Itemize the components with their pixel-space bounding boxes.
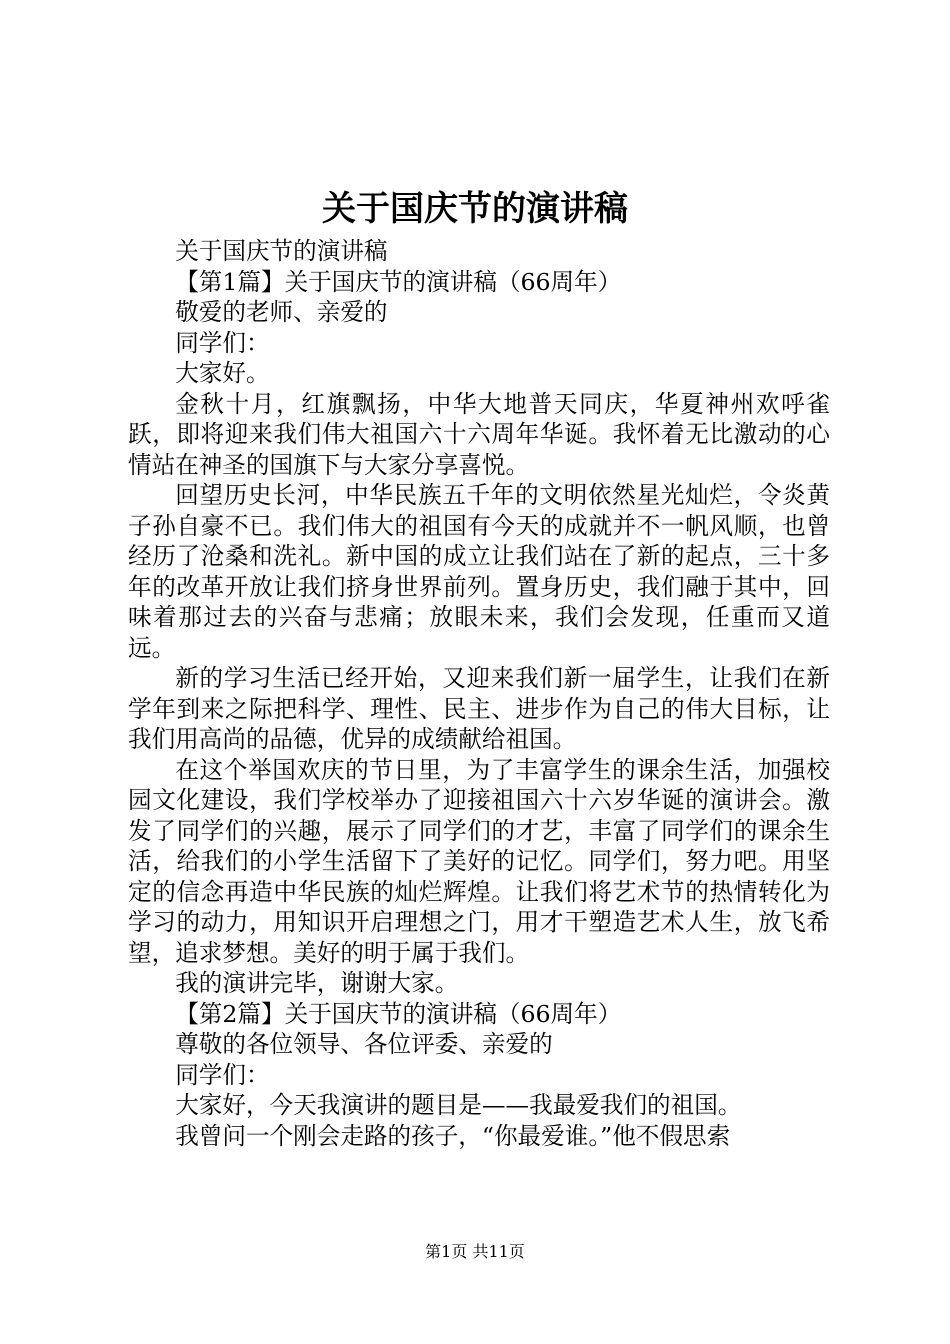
paragraph: 同学们： bbox=[175, 1060, 270, 1089]
document-title: 关于国庆节的演讲稿 bbox=[322, 189, 628, 229]
paragraph: 回望历史长河，中华民族五千年的文明依然星光灿烂，令炎黄子孙自豪不已。我们伟大的祖国有今天的成就并不一帆风顺，也曾经历了沧桑和洗礼。新中国的成立让我们站在了新的起点，三十多年的改革开放让我们挤身世界前列。置身历史，我们融于其中，回味着那过去的兴奋与悲痛；放眼未来，我们会发现，任重而又道远。 bbox=[128, 481, 830, 662]
paragraph: 新的学习生活已经开始，又迎来我们新一届学生，让我们在新学年到来之际把科学、理性、民主、进步作为自己的伟大目标，让我们用高尚的品德，优异的成绩献给祖国。 bbox=[128, 664, 830, 753]
paragraph: 同学们： bbox=[175, 328, 270, 357]
paragraph: 尊敬的各位领导、各位评委、亲爱的 bbox=[175, 1030, 553, 1058]
paragraph: 大家好，今天我演讲的题目是——我最爱我们的祖国。 bbox=[175, 1091, 742, 1119]
document-body bbox=[128, 236, 830, 1151]
paragraph: 敬爱的老师、亲爱的 bbox=[175, 298, 388, 326]
section-heading: 【第2篇】关于国庆节的演讲稿（66周年） bbox=[175, 999, 622, 1028]
section-heading: 【第1篇】关于国庆节的演讲稿（66周年） bbox=[175, 267, 622, 296]
paragraph: 我的演讲完毕，谢谢大家。 bbox=[175, 969, 459, 997]
page-footer: 第1页 共11页 bbox=[425, 1242, 525, 1261]
paragraph: 金秋十月，红旗飘扬，中华大地普天同庆，华夏神州欢呼雀跃，即将迎来我们伟大祖国六十六周年华诞。我怀着无比激动的心情站在神圣的国旗下与大家分享喜悦。 bbox=[128, 389, 830, 479]
paragraph: 大家好。 bbox=[175, 359, 270, 387]
paragraph: 关于国庆节的演讲稿 bbox=[175, 237, 388, 265]
paragraph: 在这个举国欢庆的节日里，为了丰富学生的课余生活，加强校园文化建设，我们学校举办了迎接祖国六十六岁华诞的演讲会。激发了同学们的兴趣，展示了同学们的才艺，丰富了同学们的课余生活，给我们的小学生活留下了美好的记忆。同学们，努力吧。用坚定的信念再造中华民族的灿烂辉煌。让我们将艺术节的热情转化为学习的动力，用知识开启理想之门，用才干塑造艺术人生，放飞希望，追求梦想。美好的明于属于我们。 bbox=[128, 755, 830, 967]
paragraph: 我曾问一个刚会走路的孩子，“你最爱谁。”他不假思索 bbox=[175, 1121, 731, 1150]
